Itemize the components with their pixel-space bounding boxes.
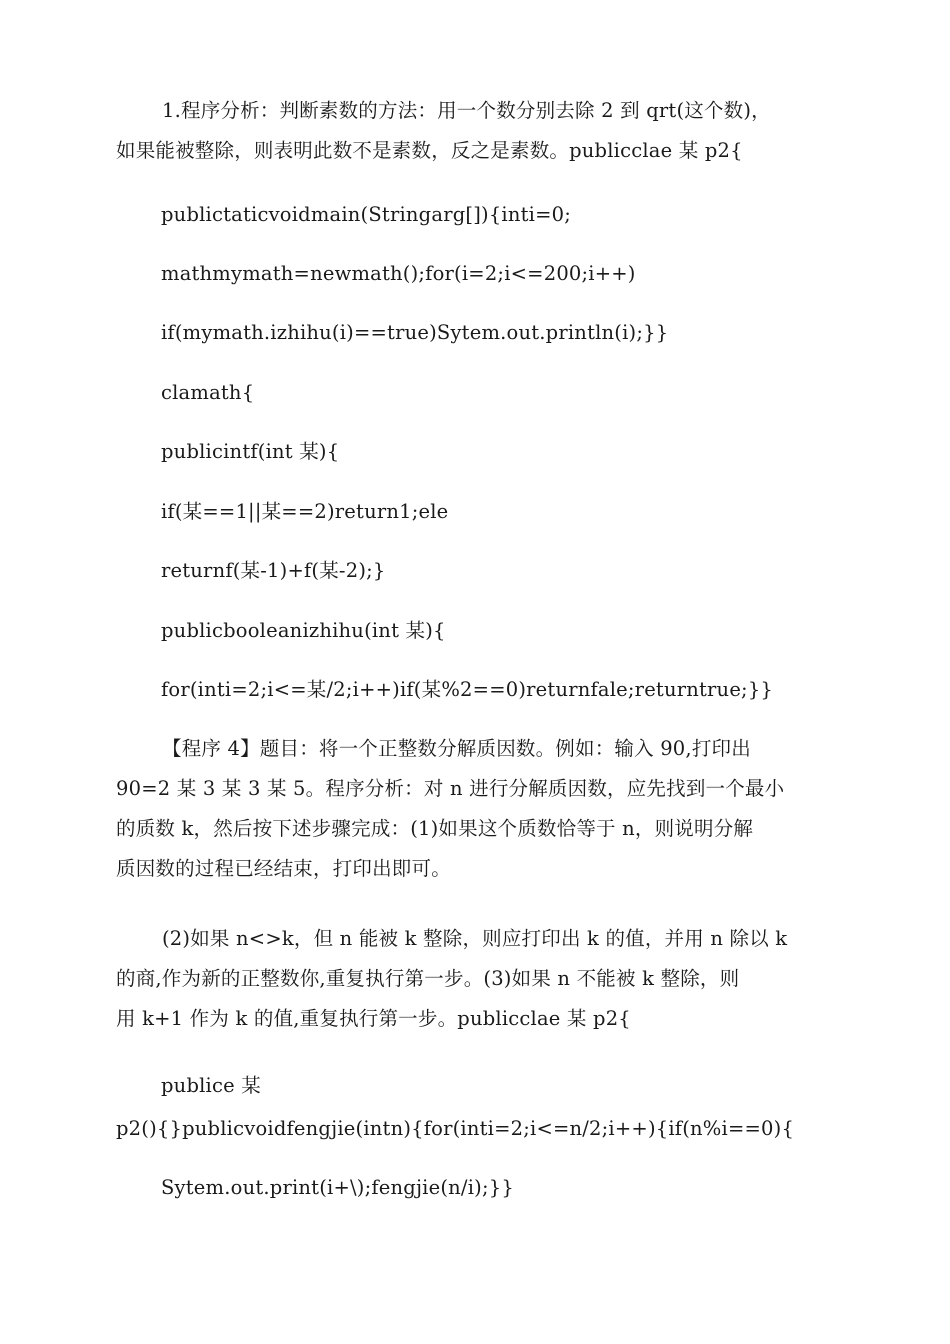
text-line: 用 k+1 作为 k 的值,重复执行第一步。publicclae 某 p2{ — [116, 1007, 631, 1030]
text-line: 的质数 k，然后按下述步骤完成：(1)如果这个质数恰等于 n，则说明分解 — [116, 817, 754, 840]
text-line: 质因数的过程已经结束，打印出即可。 — [116, 857, 451, 880]
text-line: 90=2 某 3 某 3 某 5。程序分析：对 n 进行分解质因数，应先找到一个最小 — [116, 777, 785, 800]
code-line: p2(){}publicvoidfengjie(intn){for(inti=2;i<=n/2;i++){if(n%i==0){ — [116, 1117, 795, 1140]
text-line: 的商,作为新的正整数你,重复执行第一步。(3)如果 n 不能被 k 整除，则 — [116, 967, 740, 990]
text-line: 1.程序分析：判断素数的方法：用一个数分别去除 2 到 qrt(这个数)， — [162, 99, 771, 122]
text-line: 【程序 4】题目：将一个正整数分解质因数。例如：输入 90,打印出 — [162, 737, 751, 760]
text-line: 如果能被整除，则表明此数不是素数，反之是素数。publicclae 某 p2{ — [116, 139, 743, 162]
paragraph-program-4 — [116, 729, 836, 889]
paragraph-program-analysis — [116, 91, 836, 171]
code-line: publicbooleanizhihu(int 某){ — [161, 619, 446, 642]
code-line: publice 某 — [161, 1074, 261, 1097]
code-line: publicintf(int 某){ — [161, 440, 340, 463]
code-line: mathmymath=newmath();for(i=2;i<=200;i++) — [161, 262, 636, 285]
code-line: Sytem.out.print(i+\);fengjie(n/i);}} — [161, 1176, 514, 1199]
paragraph-steps — [116, 919, 836, 1039]
code-line: if(某==1||某==2)return1;ele — [161, 500, 449, 523]
code-line: for(inti=2;i<=某/2;i++)if(某%2==0)returnfale;returntrue;}} — [161, 678, 774, 701]
code-line: returnf(某-1)+f(某-2);} — [161, 559, 386, 582]
text-line: (2)如果 n<>k，但 n 能被 k 整除，则应打印出 k 的值，并用 n 除以 k — [162, 927, 788, 950]
code-line: clamath{ — [161, 381, 255, 404]
code-line: if(mymath.izhihu(i)==true)Sytem.out.println(i);}} — [161, 321, 669, 344]
code-line: publictaticvoidmain(Stringarg[]){inti=0; — [161, 203, 572, 226]
